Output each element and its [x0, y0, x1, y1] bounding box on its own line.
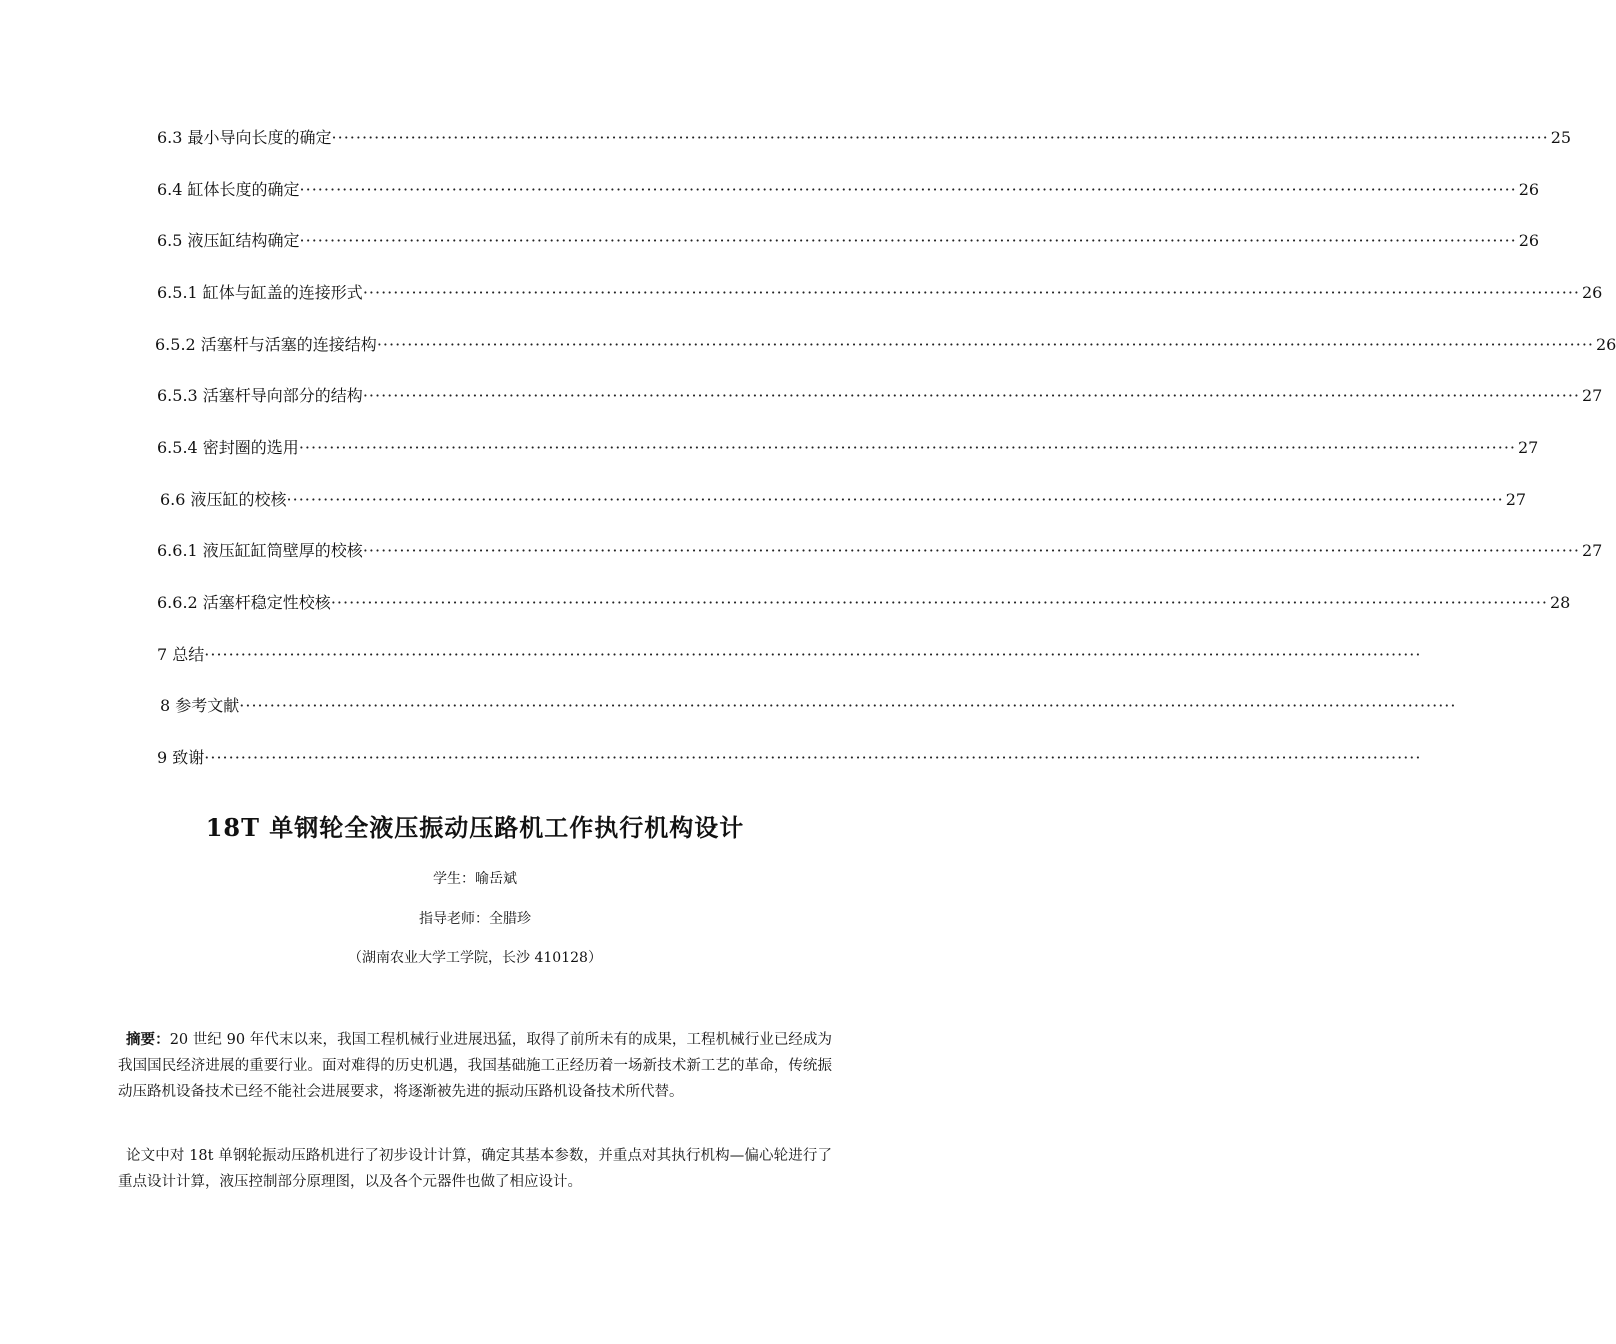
thesis-title: 18T 单钢轮全液压振动压路机工作执行机构设计 [205, 813, 745, 842]
toc-entry[interactable] [157, 280, 1603, 306]
advisor-name: 指导老师：全腊珍 [419, 911, 531, 927]
abstract-text: 20 世纪 90 年代末以来，我国工程机械行业进展迅猛，取得了前所未有的成果，工程机械行业已经成为我国国民经济进展的重要行业。面对难得的历史机遇，我国基础施工正经历着一场新技术新工艺的革命，传统振动压路机设备技术已经不能社会进展要求，将逐渐被先进的振动压路机设备技术所代替。 [118, 1032, 833, 1100]
toc-dot-leader: ········································································································································································································ [362, 541, 1580, 560]
toc-entry-label: 6.4 缸体长度的确定 [157, 180, 300, 199]
toc-dot-leader: ········································································································································································································ [298, 438, 1516, 457]
affiliation: （湖南农业大学工学院，长沙 410128） [348, 950, 602, 966]
toc-entry-label: 6.5 液压缸结构确定 [157, 231, 300, 250]
toc-entry[interactable] [157, 435, 1539, 461]
toc-entry-page: 26 [1518, 231, 1540, 250]
toc-entry-page: 27 [1582, 541, 1603, 560]
toc-dot-leader: ········································································································································································································ [299, 231, 1517, 250]
toc-dot-leader: ········································································································································································································ [286, 490, 1504, 509]
toc-entry-label: 6.5.4 密封圈的选用 [157, 438, 299, 457]
abstract-paragraph [118, 1027, 832, 1105]
toc-dot-leader: ········································································································································································································ [299, 180, 1517, 199]
toc-entry[interactable] [160, 487, 1527, 513]
toc-entry-page: 26 [1582, 283, 1603, 302]
toc-entry-page: 27 [1505, 490, 1527, 509]
toc-entry-page: 25 [1550, 128, 1572, 147]
toc-entry[interactable] [157, 125, 1572, 151]
toc-entry-page: 26 [1518, 180, 1540, 199]
toc-dot-leader: ········································································································································································································ [362, 386, 1580, 405]
toc-entry-label: 6.3 最小导向长度的确定 [157, 128, 332, 147]
toc-entry-page: 28 [1550, 593, 1571, 612]
toc-entry-page: 27 [1582, 386, 1603, 405]
toc-entry[interactable] [155, 332, 1616, 358]
abstract-paragraph-2: 论文中对 18t 单钢轮振动压路机进行了初步设计计算，确定其基本参数，并重点对其执行机构—偏心轮进行了重点设计计算，液压控制部分原理图，以及各个元器件也做了相应设计。 [118, 1148, 832, 1190]
toc-dot-leader: ········································································································································································································ [362, 283, 1580, 302]
toc-entry-page: 26 [1596, 335, 1616, 354]
toc-dot-leader: ········································································································································································································ [239, 696, 1457, 715]
toc-dot-leader: ········································································································································································································ [330, 593, 1548, 612]
toc-dot-leader: ········································································································································································································ [376, 335, 1594, 354]
student-name: 学生：喻岳斌 [433, 871, 517, 887]
toc-entry[interactable] [157, 642, 1422, 668]
toc-entry-page: 27 [1518, 438, 1539, 457]
toc-entry-label: 6.6.1 液压缸缸筒壁厚的校核 [157, 541, 363, 560]
toc-dot-leader: ········································································································································································································ [204, 645, 1422, 664]
toc-entry[interactable] [157, 538, 1603, 564]
toc-entry-label: 6.5.3 活塞杆导向部分的结构 [157, 386, 363, 405]
toc-entry[interactable] [157, 177, 1540, 203]
toc-entry-label: 7 总结 [157, 645, 205, 664]
toc-entry[interactable] [157, 383, 1603, 409]
toc-entry[interactable] [157, 590, 1571, 616]
toc-dot-leader: ········································································································································································································ [331, 128, 1549, 147]
toc-entry-label: 6.5.1 缸体与缸盖的连接形式 [157, 283, 363, 302]
toc-entry[interactable] [157, 745, 1422, 771]
toc-entry-label: 8 参考文献 [160, 696, 240, 715]
toc-entry[interactable] [160, 693, 1457, 719]
toc-entry-label: 9 致谢 [157, 748, 205, 767]
toc-entry-label: 6.6 液压缸的校核 [160, 490, 287, 509]
toc-entry-label: 6.5.2 活塞杆与活塞的连接结构 [155, 335, 377, 354]
toc-dot-leader: ········································································································································································································ [204, 748, 1422, 767]
toc-entry[interactable] [157, 228, 1540, 254]
toc-entry-label: 6.6.2 活塞杆稳定性校核 [157, 593, 331, 612]
abstract-label: 摘要： [126, 1032, 170, 1048]
